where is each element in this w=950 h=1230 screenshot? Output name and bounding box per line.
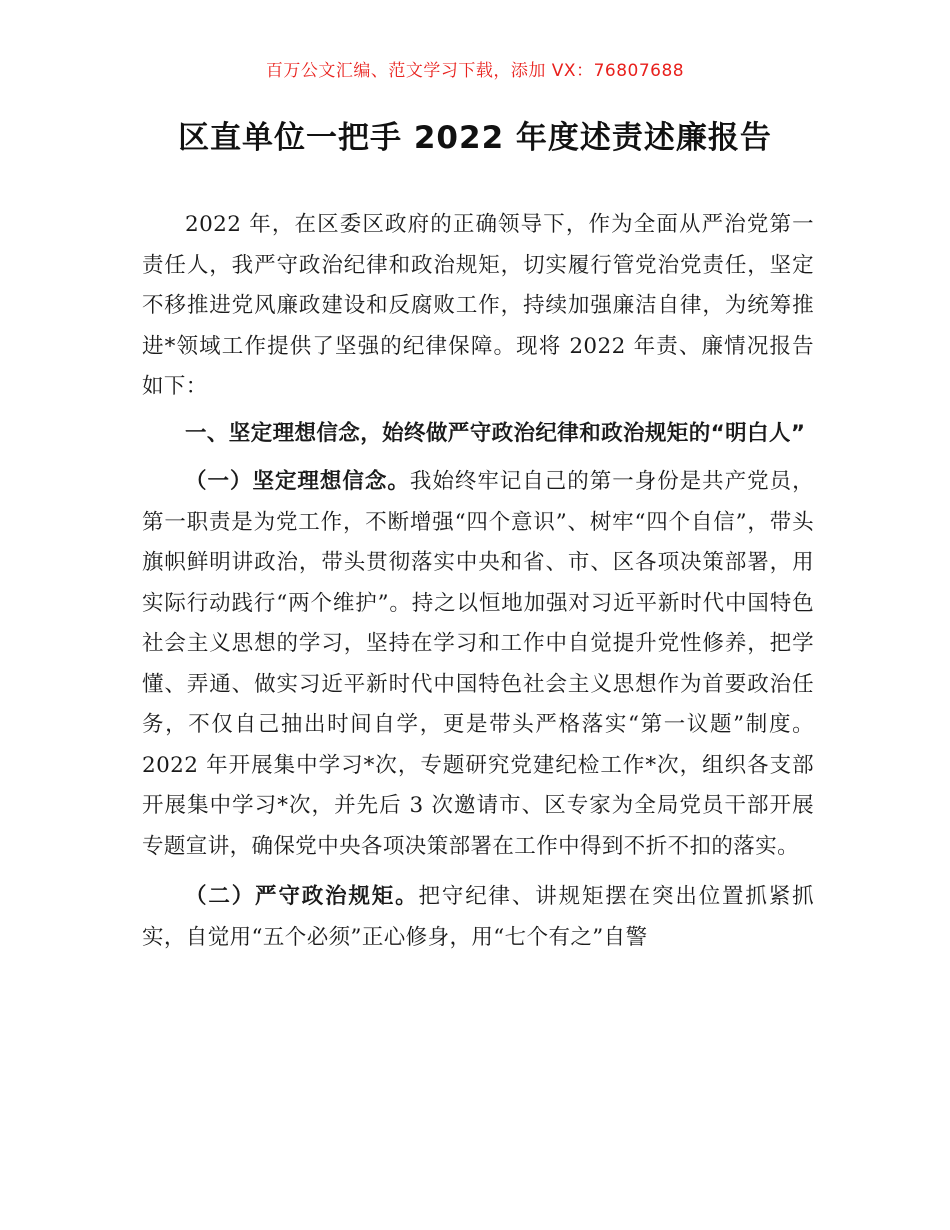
section1-item1-title: （一）坚定理想信念。 bbox=[185, 469, 410, 494]
section1-item1-paragraph bbox=[142, 462, 814, 867]
section-heading-1: 一、坚定理想信念，始终做严守政治纪律和政治规矩的“明白人” bbox=[185, 420, 806, 446]
intro-paragraph: 2022 年，在区委区政府的正确领导下，作为全面从严治党第一责任人，我严守政治纪律和政治规矩，切实履行管党治党责任，坚定不移推进党风廉政建设和反腐败工作，持续加强廉洁自律，为统筹推进*领域工作提供了坚强的纪律保障。现将 2022 年责、廉情况报告如下： bbox=[142, 212, 814, 399]
document-title: 区直单位一把手 2022 年度述责述廉报告 bbox=[178, 120, 772, 156]
section1-item1-text: 我始终牢记自己的第一身份是共产党员，第一职责是为党工作，不断增强“四个意识”、树牢“四个自信”，带头旗帜鲜明讲政治，带头贯彻落实中央和省、市、区各项决策部署，用实际行动践行“两个维护”。持之以恒地加强对习近平新时代中国特色社会主义思想的学习，坚持在学习和工作中自觉提升党性修养，把学懂、弄通、做实习近平新时代中国特色社会主义思想作为首要政治任务，不仅自己抽出时间自学，更是带头严格落实“第一议题”制度。2022 年开展集中学习*次，专题研究党建纪检工作*次，组织各支部开展集中学习*次，并先后 3 次邀请市、区专家为全局党员干部开展专题宣讲，确保党中央各项决策部署在工作中得到不折不扣的落实。 bbox=[142, 469, 814, 859]
document-body bbox=[142, 205, 814, 958]
section1-item2-title: （二）严守政治规矩。 bbox=[185, 884, 419, 909]
header-banner: 百万公文汇编、范文学习下载，添加 VX：76807688 bbox=[265, 61, 685, 81]
section1-item2-paragraph bbox=[142, 877, 814, 958]
section1-item2-text: 把守纪律、讲规矩摆在突出位置抓紧抓实，自觉用“五个必须”正心修身，用“七个有之”自警 bbox=[142, 884, 814, 950]
